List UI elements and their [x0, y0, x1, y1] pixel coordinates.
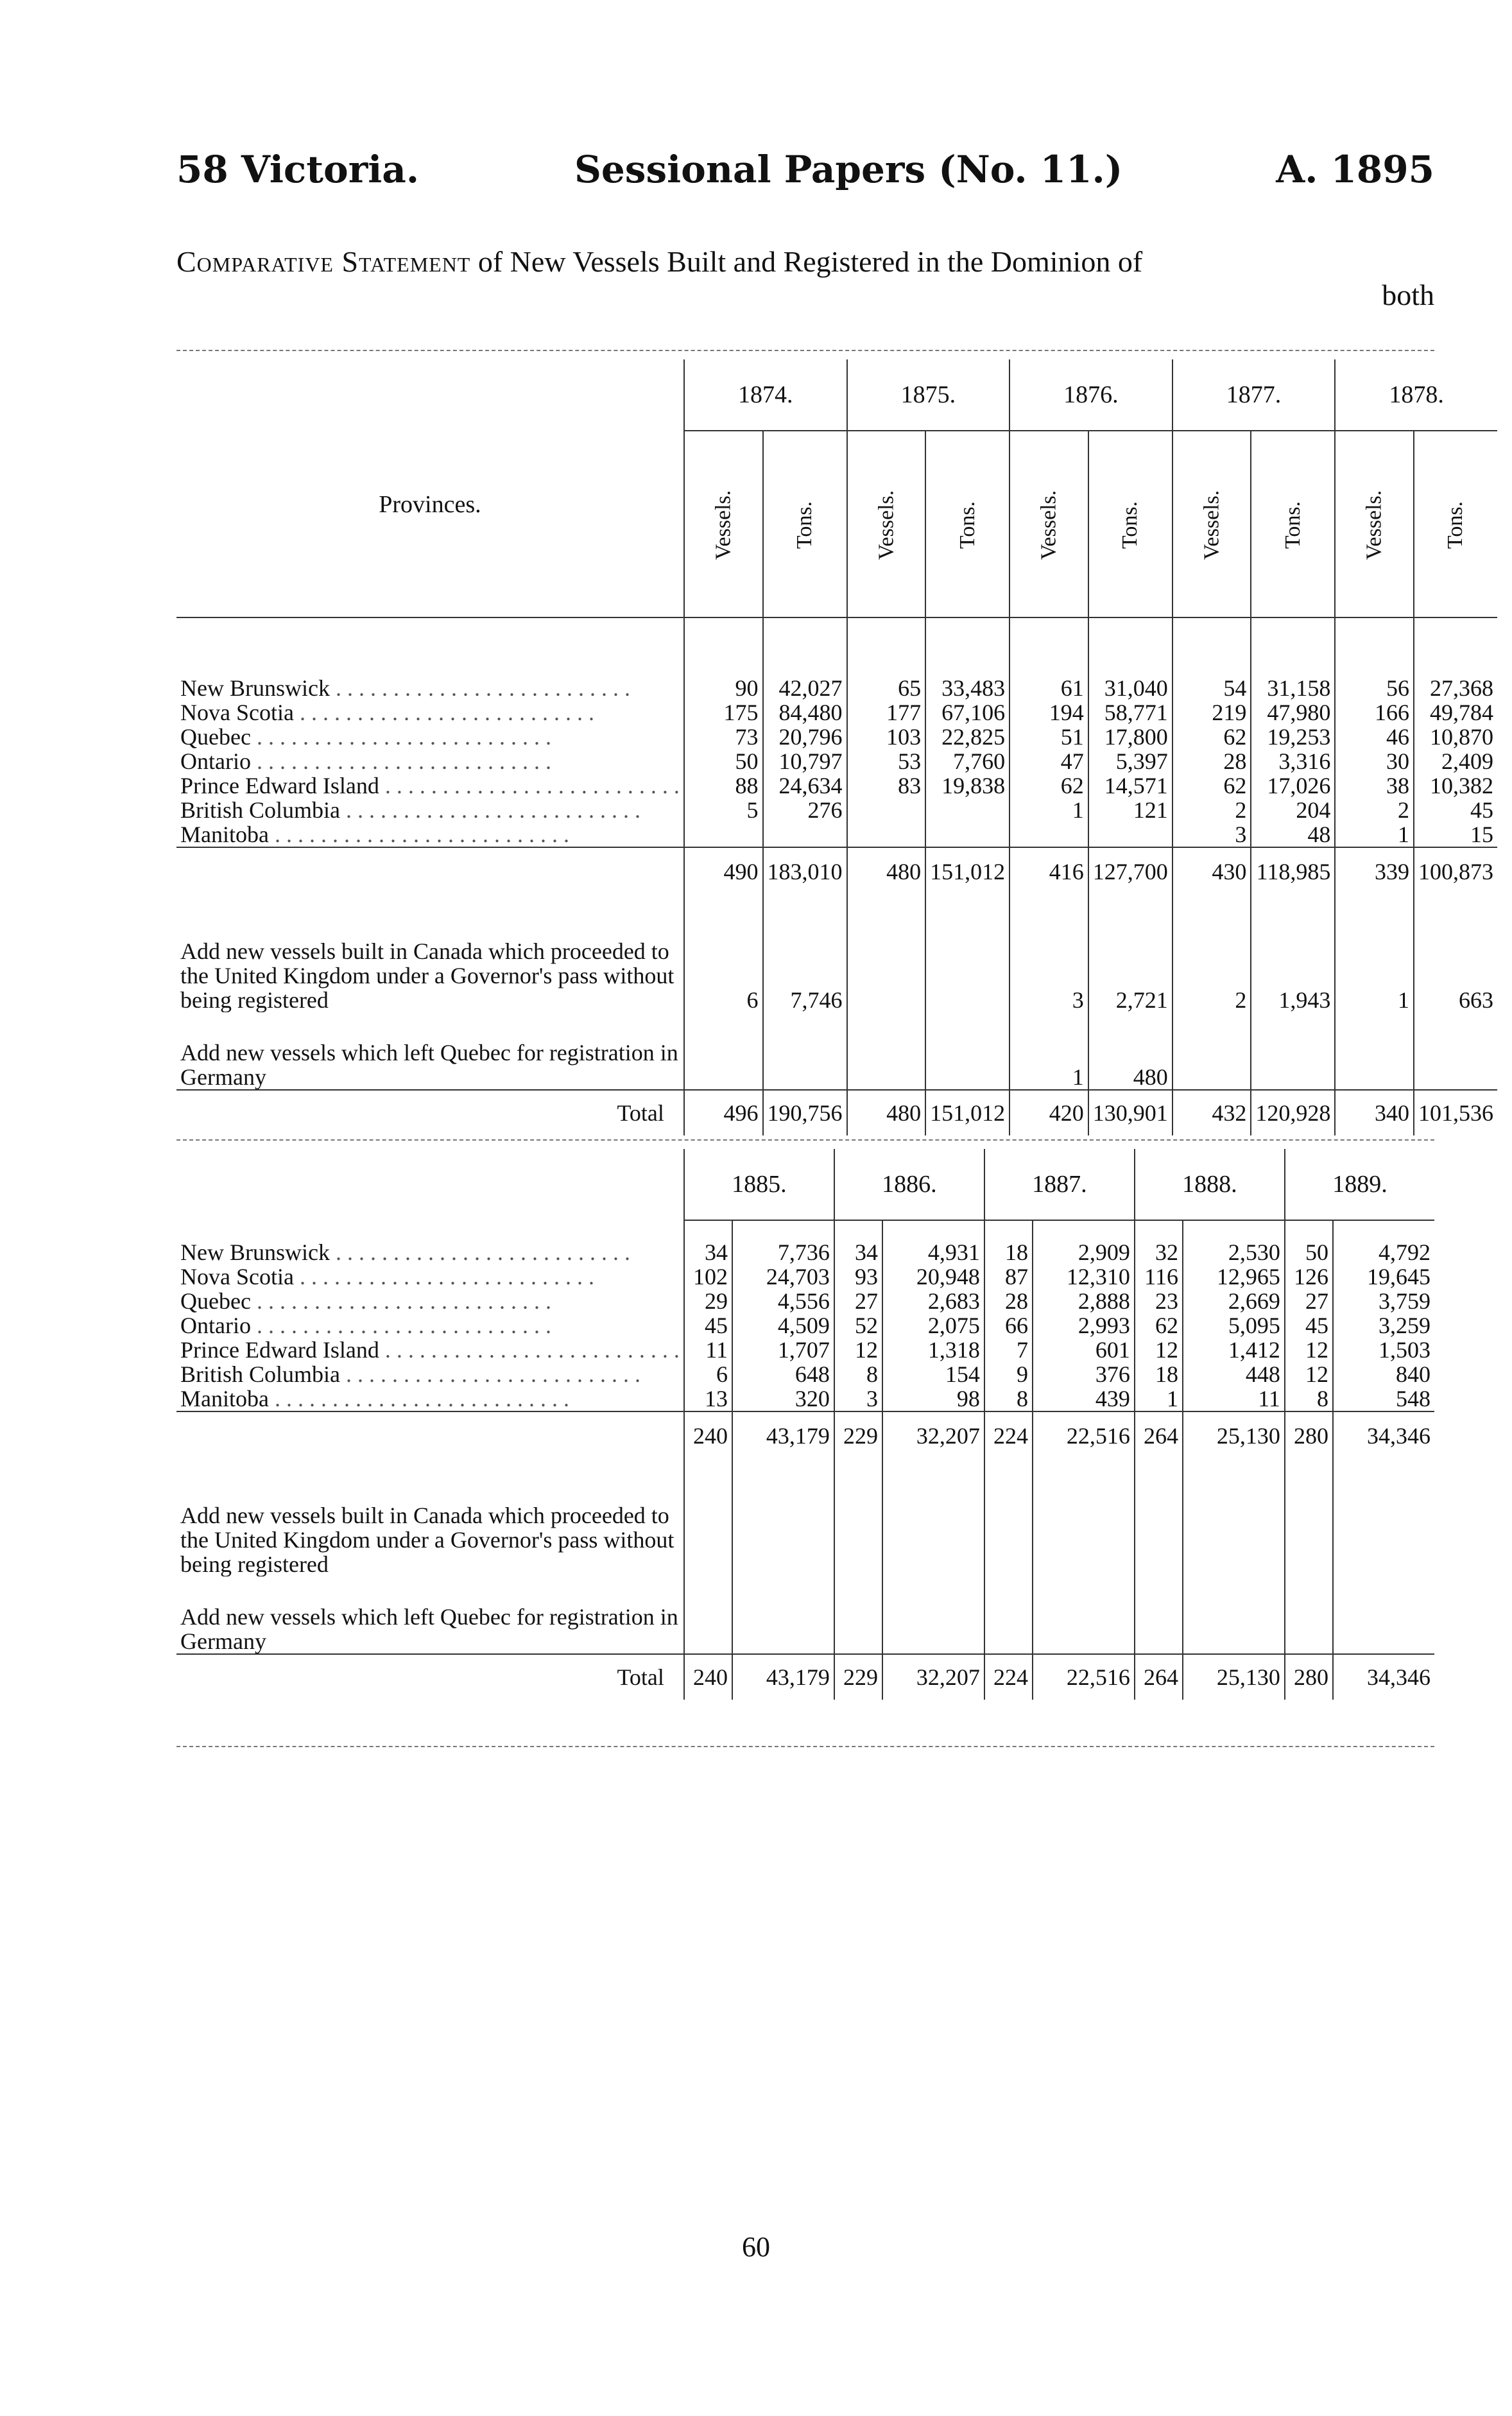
page-number: 60 [742, 2231, 770, 2263]
tons-cell: 648 [732, 1362, 834, 1386]
subtotal-vessels: 264 [1135, 1411, 1183, 1448]
subtotal-vessels: 224 [984, 1411, 1033, 1448]
table-bottom-rule [176, 1746, 1434, 1747]
subtotal-tons: 34,346 [1333, 1411, 1434, 1448]
tons-cell: 439 [1033, 1386, 1135, 1411]
total-tons: 43,179 [732, 1654, 834, 1700]
tons-cell: 19,838 [925, 773, 1009, 798]
vessels-cell: 52 [834, 1313, 882, 1338]
province-name: British Columbia [180, 1362, 341, 1386]
vessels-cell: 3 [1009, 884, 1088, 1012]
column-header-row [176, 431, 1497, 617]
caption-continuation: both [1382, 279, 1434, 311]
tons-cell: 7,760 [925, 749, 1009, 773]
tons-cell: 27,368 [1414, 676, 1497, 700]
tons-cell: 480 [1088, 1012, 1173, 1090]
subtotal-tons: 25,130 [1183, 1411, 1285, 1448]
vessels-cell: 90 [684, 676, 763, 700]
vessels-cell: 23 [1135, 1289, 1183, 1313]
vessels-header: Vessels. [1199, 490, 1224, 560]
vessels-cell: 87 [984, 1264, 1033, 1289]
table-row [176, 1240, 1434, 1264]
vessels-cell [684, 1012, 763, 1090]
vessels-cell: 27 [1285, 1289, 1333, 1313]
year-header: 1878. [1335, 359, 1497, 431]
total-row [176, 1090, 1497, 1135]
tons-cell: 17,026 [1251, 773, 1335, 798]
vessels-cell: 3 [1173, 822, 1251, 847]
vessels-cell: 12 [1285, 1338, 1333, 1362]
add-uk-label: Add new vessels built in Canada which proceeded to the United Kingdom under a Governor's pass without being registered [180, 1503, 674, 1576]
vessels-cell [1335, 1012, 1414, 1090]
tons-cell: 2,530 [1183, 1240, 1285, 1264]
tons-cell: 12,965 [1183, 1264, 1285, 1289]
total-tons: 34,346 [1333, 1654, 1434, 1700]
table-caption [176, 245, 1434, 312]
vessels-cell: 1 [1335, 822, 1414, 847]
province-name: Nova Scotia [180, 1264, 294, 1289]
tons-cell [1251, 1012, 1335, 1090]
vessels-cell: 2 [1173, 884, 1251, 1012]
section-divider [176, 1139, 1434, 1141]
add-germany-label: Add new vessels which left Quebec for registration in Germany [180, 1604, 678, 1654]
tons-cell: 49,784 [1414, 700, 1497, 725]
tons-cell: 1,318 [882, 1338, 984, 1362]
vessels-cell: 30 [1335, 749, 1414, 773]
total-vessels: 229 [834, 1654, 882, 1700]
tons-cell: 5,095 [1183, 1313, 1285, 1338]
subtotal-row [176, 847, 1497, 884]
tons-cell [925, 822, 1009, 847]
province-name: British Columbia [180, 798, 341, 822]
vessels-cell: 175 [684, 700, 763, 725]
vessels-cell: 34 [684, 1240, 732, 1264]
vessels-cell: 46 [1335, 725, 1414, 749]
tons-cell: 276 [763, 798, 847, 822]
tons-cell [763, 822, 847, 847]
vessels-cell: 194 [1009, 700, 1088, 725]
tons-cell: 4,509 [732, 1313, 834, 1338]
vessels-header: Vessels. [711, 490, 735, 560]
tons-cell: 663 [1414, 884, 1497, 1012]
tons-cell: 33,483 [925, 676, 1009, 700]
total-vessels: 420 [1009, 1090, 1088, 1135]
tons-cell: 2,909 [1033, 1240, 1135, 1264]
total-label: Total [617, 1100, 664, 1126]
vessels-cell: 1 [1135, 1386, 1183, 1411]
tons-cell: 1,412 [1183, 1338, 1285, 1362]
vessels-cell [847, 884, 926, 1012]
vessels-cell: 3 [834, 1386, 882, 1411]
header-title: Sessional Papers (No. 11.) [574, 148, 1123, 191]
vessels-cell: 54 [1173, 676, 1251, 700]
vessels-cell: 102 [684, 1264, 732, 1289]
tons-cell: 3,316 [1251, 749, 1335, 773]
vessels-cell: 18 [1135, 1362, 1183, 1386]
tons-cell: 5,397 [1088, 749, 1173, 773]
province-name: Prince Edward Island [180, 773, 379, 798]
tons-cell: 3,259 [1333, 1313, 1434, 1338]
province-name: Quebec [180, 1289, 251, 1313]
subtotal-vessels: 490 [684, 847, 763, 884]
tons-cell: 2,721 [1088, 884, 1173, 1012]
tons-cell: 10,870 [1414, 725, 1497, 749]
table-row [176, 798, 1497, 822]
subtotal-vessels: 240 [684, 1411, 732, 1448]
vessels-cell: 2 [1335, 798, 1414, 822]
vessels-cell: 29 [684, 1289, 732, 1313]
total-row [176, 1654, 1434, 1700]
vessels-cell: 11 [684, 1338, 732, 1362]
tons-cell: 376 [1033, 1362, 1135, 1386]
vessels-cell: 7 [984, 1338, 1033, 1362]
subtotal-vessels: 339 [1335, 847, 1414, 884]
vessels-cell: 18 [984, 1240, 1033, 1264]
add-uk-row [176, 884, 1497, 1012]
vessels-cell: 12 [1285, 1362, 1333, 1386]
tons-cell: 448 [1183, 1362, 1285, 1386]
year-header: 1886. [834, 1149, 984, 1220]
add-uk-label: Add new vessels built in Canada which proceeded to the United Kingdom under a Governor's pass without being registered [180, 938, 674, 1012]
vessels-cell: 62 [1173, 773, 1251, 798]
total-vessels: 264 [1135, 1654, 1183, 1700]
year-header: 1874. [684, 359, 847, 431]
total-tons: 101,536 [1414, 1090, 1497, 1135]
tons-cell: 42,027 [763, 676, 847, 700]
tons-cell: 7,746 [763, 884, 847, 1012]
vessels-cell: 103 [847, 725, 926, 749]
province-name: Ontario [180, 1313, 251, 1338]
vessels-cell: 8 [1285, 1386, 1333, 1411]
tons-cell: 204 [1251, 798, 1335, 822]
subtotal-vessels: 280 [1285, 1411, 1333, 1448]
tons-cell: 548 [1333, 1386, 1434, 1411]
total-vessels: 480 [847, 1090, 926, 1135]
total-vessels: 224 [984, 1654, 1033, 1700]
vessels-cell: 32 [1135, 1240, 1183, 1264]
tons-header: Tons. [1118, 501, 1142, 549]
vessels-cell: 2 [1173, 798, 1251, 822]
tons-cell: 47,980 [1251, 700, 1335, 725]
year-header: 1877. [1173, 359, 1336, 431]
vessels-cell: 66 [984, 1313, 1033, 1338]
subtotal-tons: 151,012 [925, 847, 1009, 884]
vessels-cell: 83 [847, 773, 926, 798]
year-header: 1888. [1135, 1149, 1285, 1220]
vessels-cell: 8 [984, 1386, 1033, 1411]
total-vessels: 280 [1285, 1654, 1333, 1700]
total-tons: 151,012 [925, 1090, 1009, 1135]
tons-header: Tons. [955, 501, 979, 549]
tons-cell: 601 [1033, 1338, 1135, 1362]
statistics-table-1874-1878 [176, 359, 1497, 1135]
subtotal-tons: 43,179 [732, 1411, 834, 1448]
vessels-cell: 50 [1285, 1240, 1333, 1264]
tons-cell [925, 884, 1009, 1012]
tons-cell: 12,310 [1033, 1264, 1135, 1289]
year-header: 1876. [1009, 359, 1173, 431]
table-row [176, 773, 1497, 798]
vessels-cell: 56 [1335, 676, 1414, 700]
total-label: Total [617, 1664, 664, 1690]
vessels-cell: 166 [1335, 700, 1414, 725]
province-name: Manitoba [180, 822, 269, 847]
vessels-cell [684, 822, 763, 847]
vessels-cell: 27 [834, 1289, 882, 1313]
vessels-cell: 13 [684, 1386, 732, 1411]
province-name: New Brunswick [180, 676, 330, 700]
vessels-cell [847, 1012, 926, 1090]
subtotal-vessels: 430 [1173, 847, 1251, 884]
table-row [176, 725, 1497, 749]
subtotal-tons: 100,873 [1414, 847, 1497, 884]
year-header: 1885. [684, 1149, 834, 1220]
tons-cell [925, 798, 1009, 822]
subtotal-tons: 127,700 [1088, 847, 1173, 884]
subtotal-tons: 22,516 [1033, 1411, 1135, 1448]
vessels-cell: 62 [1009, 773, 1088, 798]
tons-cell: 15 [1414, 822, 1497, 847]
tons-cell: 7,736 [732, 1240, 834, 1264]
tons-header: Tons. [1280, 501, 1305, 549]
vessels-cell: 62 [1135, 1313, 1183, 1338]
vessels-cell: 116 [1135, 1264, 1183, 1289]
vessels-cell: 62 [1173, 725, 1251, 749]
tons-cell: 19,253 [1251, 725, 1335, 749]
tons-header: Tons. [1443, 501, 1468, 549]
tons-cell: 4,792 [1333, 1240, 1434, 1264]
statistics-table-1885-1889 [176, 1149, 1434, 1700]
table-row [176, 1289, 1434, 1313]
table-row [176, 1338, 1434, 1362]
vessels-cell: 219 [1173, 700, 1251, 725]
tons-cell: 2,888 [1033, 1289, 1135, 1313]
vessels-cell [1173, 1012, 1251, 1090]
year-header-row [176, 359, 1497, 431]
tons-cell: 11 [1183, 1386, 1285, 1411]
vessels-cell: 93 [834, 1264, 882, 1289]
total-vessels: 496 [684, 1090, 763, 1135]
province-name: New Brunswick [180, 1240, 330, 1264]
year-header: 1887. [984, 1149, 1135, 1220]
vessels-cell: 1 [1335, 884, 1414, 1012]
table-row [176, 1264, 1434, 1289]
table-row [176, 700, 1497, 725]
tons-cell: 2,075 [882, 1313, 984, 1338]
tons-cell: 20,796 [763, 725, 847, 749]
vessels-header: Vessels. [1362, 490, 1386, 560]
vessels-cell: 12 [834, 1338, 882, 1362]
tons-cell: 121 [1088, 798, 1173, 822]
table-row [176, 676, 1497, 700]
caption-text: of New Vessels Built and Registered in the Dominion of [477, 245, 1143, 278]
vessels-cell: 12 [1135, 1338, 1183, 1362]
vessels-cell: 88 [684, 773, 763, 798]
table-row [176, 749, 1497, 773]
caption-lead: Comparative Statement [176, 245, 471, 278]
total-tons: 130,901 [1088, 1090, 1173, 1135]
province-name: Nova Scotia [180, 700, 294, 725]
total-tons: 25,130 [1183, 1654, 1285, 1700]
table-row [176, 1362, 1434, 1386]
vessels-cell: 177 [847, 700, 926, 725]
tons-cell: 10,797 [763, 749, 847, 773]
tons-cell: 2,993 [1033, 1313, 1135, 1338]
total-vessels: 432 [1173, 1090, 1251, 1135]
tons-cell [925, 1012, 1009, 1090]
year-header: 1889. [1285, 1149, 1434, 1220]
tons-cell: 58,771 [1088, 700, 1173, 725]
tons-header: Tons. [793, 501, 817, 549]
vessels-cell: 50 [684, 749, 763, 773]
total-vessels: 240 [684, 1654, 732, 1700]
vessels-cell [847, 798, 926, 822]
tons-cell: 45 [1414, 798, 1497, 822]
year-header: 1875. [847, 359, 1010, 431]
tons-cell: 98 [882, 1386, 984, 1411]
vessels-cell: 126 [1285, 1264, 1333, 1289]
vessels-cell: 1 [1009, 1012, 1088, 1090]
vessels-cell: 1 [1009, 798, 1088, 822]
vessels-cell: 28 [984, 1289, 1033, 1313]
tons-cell: 10,382 [1414, 773, 1497, 798]
tons-cell: 2,409 [1414, 749, 1497, 773]
tons-cell: 3,759 [1333, 1289, 1434, 1313]
tons-cell: 22,825 [925, 725, 1009, 749]
tons-cell [1088, 822, 1173, 847]
vessels-cell: 8 [834, 1362, 882, 1386]
total-vessels: 340 [1335, 1090, 1414, 1135]
table-row [176, 1313, 1434, 1338]
add-germany-row [176, 1012, 1497, 1090]
tons-cell: 2,669 [1183, 1289, 1285, 1313]
tons-cell: 67,106 [925, 700, 1009, 725]
vessels-cell: 34 [834, 1240, 882, 1264]
vessels-cell: 6 [684, 1362, 732, 1386]
add-germany-label: Add new vessels which left Quebec for registration in Germany [180, 1040, 678, 1090]
tons-cell: 1,707 [732, 1338, 834, 1362]
tons-cell: 2,683 [882, 1289, 984, 1313]
tons-cell: 31,040 [1088, 676, 1173, 700]
subtotal-tons: 118,985 [1251, 847, 1335, 884]
vessels-cell: 9 [984, 1362, 1033, 1386]
tons-cell: 24,634 [763, 773, 847, 798]
add-uk-row [176, 1448, 1434, 1576]
tons-cell [763, 1012, 847, 1090]
provinces-header: Provinces. [176, 431, 684, 617]
vessels-cell [847, 822, 926, 847]
subtotal-tons: 183,010 [763, 847, 847, 884]
running-header [176, 148, 1434, 199]
tons-cell: 4,556 [732, 1289, 834, 1313]
vessels-cell: 61 [1009, 676, 1088, 700]
total-tons: 190,756 [763, 1090, 847, 1135]
vessels-header: Vessels. [1036, 490, 1061, 560]
vessels-cell: 73 [684, 725, 763, 749]
vessels-cell: 45 [684, 1313, 732, 1338]
subtotal-vessels: 480 [847, 847, 926, 884]
tons-cell: 14,571 [1088, 773, 1173, 798]
vessels-cell: 6 [684, 884, 763, 1012]
tons-cell: 320 [732, 1386, 834, 1411]
vessels-cell: 51 [1009, 725, 1088, 749]
tons-cell [1414, 1012, 1497, 1090]
tons-cell: 84,480 [763, 700, 847, 725]
add-germany-row [176, 1576, 1434, 1654]
subtotal-vessels: 229 [834, 1411, 882, 1448]
tons-cell: 1,503 [1333, 1338, 1434, 1362]
vessels-cell: 65 [847, 676, 926, 700]
total-tons: 32,207 [882, 1654, 984, 1700]
total-tons: 120,928 [1251, 1090, 1335, 1135]
tons-cell: 20,948 [882, 1264, 984, 1289]
tons-cell: 1,943 [1251, 884, 1335, 1012]
table-top-rule [176, 350, 1434, 351]
province-name: Manitoba [180, 1386, 269, 1411]
vessels-cell: 38 [1335, 773, 1414, 798]
vessels-cell: 45 [1285, 1313, 1333, 1338]
vessels-cell: 28 [1173, 749, 1251, 773]
header-year: A. 1895 [1276, 148, 1434, 191]
tons-cell: 4,931 [882, 1240, 984, 1264]
tons-cell: 19,645 [1333, 1264, 1434, 1289]
vessels-cell: 47 [1009, 749, 1088, 773]
vessels-cell [1009, 822, 1088, 847]
tons-cell: 48 [1251, 822, 1335, 847]
year-header-row [176, 1149, 1434, 1220]
tons-cell: 31,158 [1251, 676, 1335, 700]
tons-cell: 154 [882, 1362, 984, 1386]
total-tons: 22,516 [1033, 1654, 1135, 1700]
province-name: Ontario [180, 749, 251, 773]
tons-cell: 17,800 [1088, 725, 1173, 749]
vessels-cell: 53 [847, 749, 926, 773]
province-name: Quebec [180, 725, 251, 749]
vessels-cell: 5 [684, 798, 763, 822]
table-row [176, 822, 1497, 847]
subtotal-row [176, 1411, 1434, 1448]
subtotal-tons: 32,207 [882, 1411, 984, 1448]
table-row [176, 1386, 1434, 1411]
province-name: Prince Edward Island [180, 1338, 379, 1362]
tons-cell: 840 [1333, 1362, 1434, 1386]
tons-cell: 24,703 [732, 1264, 834, 1289]
subtotal-vessels: 416 [1009, 847, 1088, 884]
vessels-header: Vessels. [873, 490, 898, 560]
header-session: 58 Victoria. [176, 148, 420, 191]
